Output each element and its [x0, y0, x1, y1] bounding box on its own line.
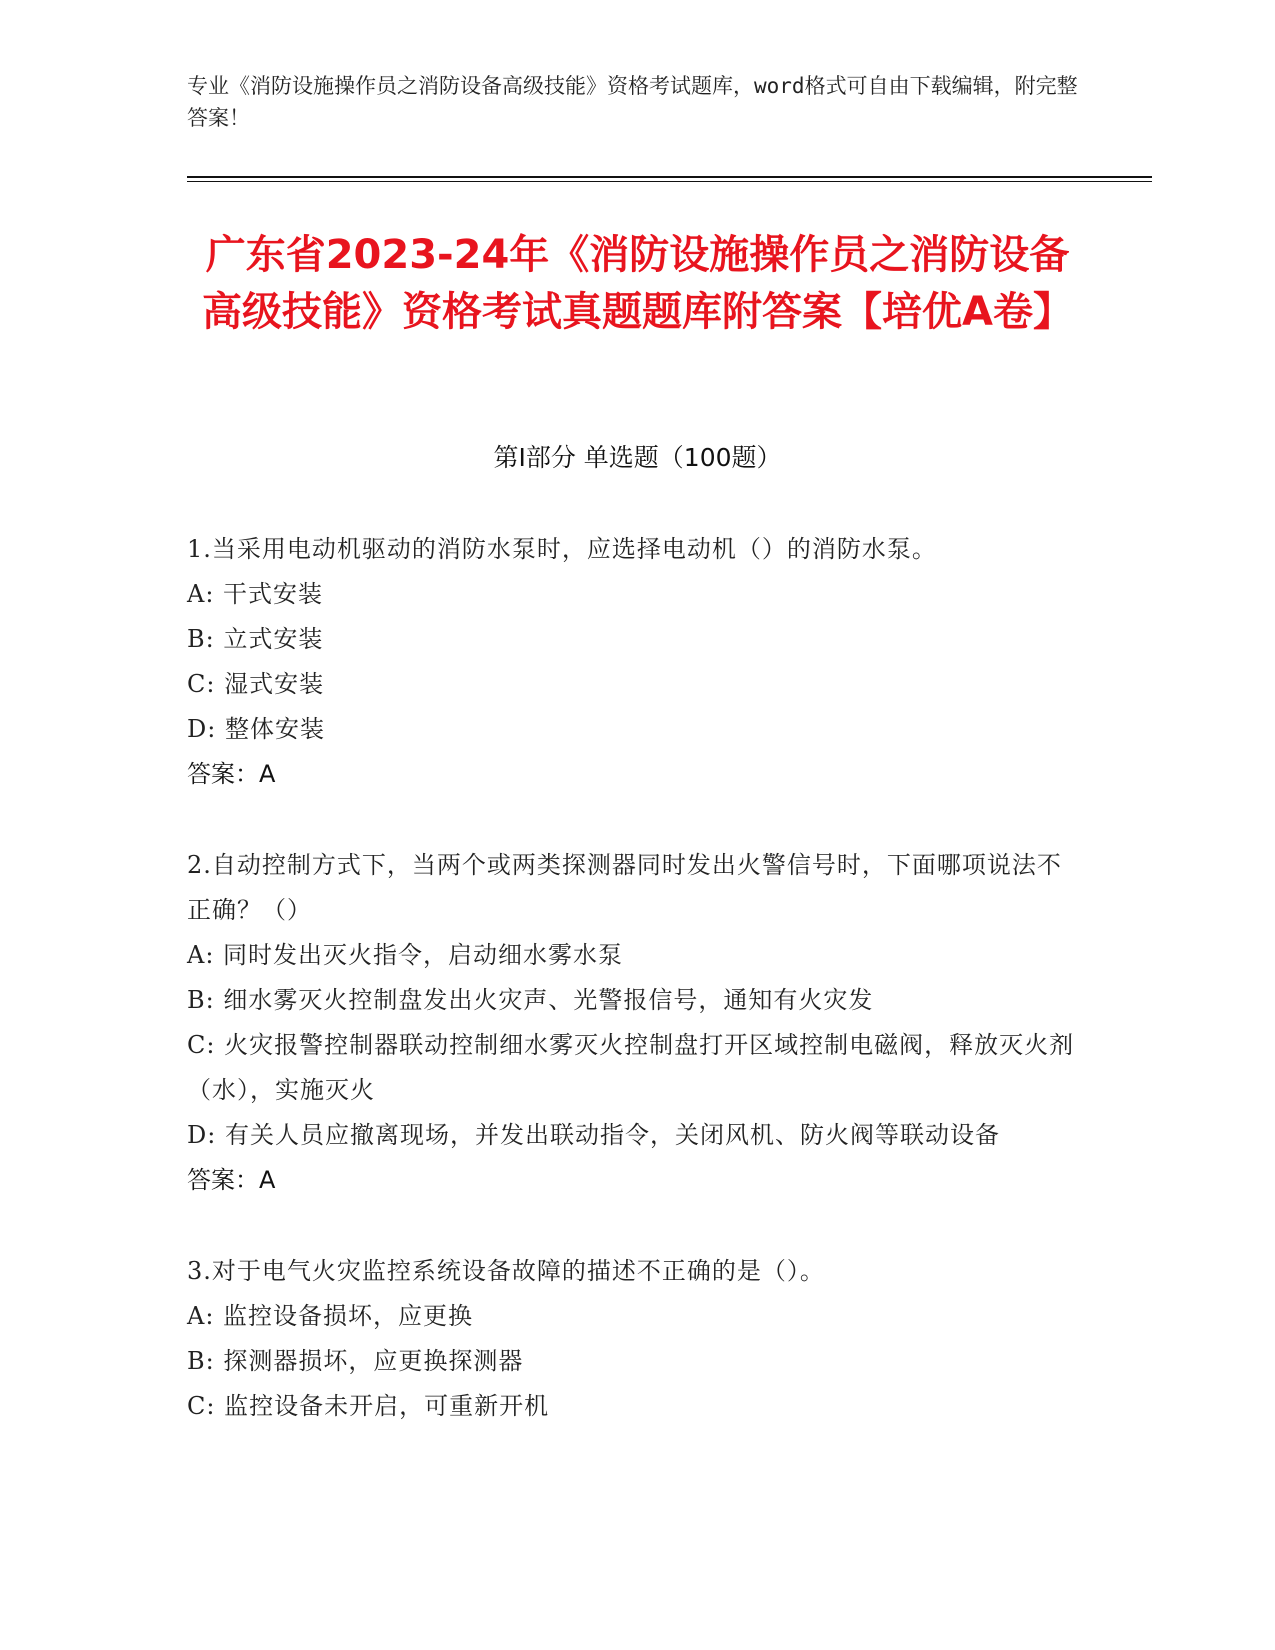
option-c: C: 监控设备未开启，可重新开机 — [187, 1392, 550, 1420]
option-c: C: 湿式安装 — [187, 670, 325, 698]
answer: 答案：A — [187, 1166, 276, 1194]
document-title: 广东省2023-24年《消防设施操作员之消防设备高级技能》资格考试真题题库附答案【培优A卷】 — [202, 232, 1073, 335]
header-rule-thick — [187, 176, 1152, 178]
question-stem: 3.对于电气火灾监控系统设备故障的描述不正确的是（）。 — [187, 1257, 825, 1285]
question-list — [187, 527, 1077, 1475]
section-heading: 第Ⅰ部分 单选题（100题） — [493, 443, 782, 472]
option-b: B: 细水雾灭火控制盘发出火灾声、光警报信号，通知有火灾发 — [187, 986, 874, 1014]
question-2 — [187, 843, 1077, 1203]
option-a: A: 干式安装 — [187, 580, 324, 608]
question-3 — [187, 1249, 1077, 1429]
question-stem: 2.自动控制方式下，当两个或两类探测器同时发出火警信号时，下面哪项说法不正确？（） — [187, 851, 1062, 924]
option-d: D: 有关人员应撤离现场，并发出联动指令，关闭风机、防火阀等联动设备 — [187, 1121, 1000, 1149]
question-stem: 1.当采用电动机驱动的消防水泵时，应选择电动机（）的消防水泵。 — [187, 535, 937, 563]
option-d: D: 整体安装 — [187, 715, 325, 743]
option-a: A: 监控设备损坏，应更换 — [187, 1302, 474, 1330]
option-c: C: 火灾报警控制器联动控制细水雾灭火控制盘打开区域控制电磁阀，释放灭火剂（水），实施灭火 — [187, 1031, 1075, 1104]
option-a: A: 同时发出灭火指令，启动细水雾水泵 — [187, 941, 624, 969]
option-b: B: 探测器损坏，应更换探测器 — [187, 1347, 524, 1375]
header-rule-thin — [187, 181, 1152, 182]
answer: 答案：A — [187, 760, 276, 788]
question-1 — [187, 527, 1077, 797]
header-note: 专业《消防设施操作员之消防设备高级技能》资格考试题库，word格式可自由下载编辑，附完整答案！ — [187, 74, 1078, 130]
option-b: B: 立式安装 — [187, 625, 324, 653]
